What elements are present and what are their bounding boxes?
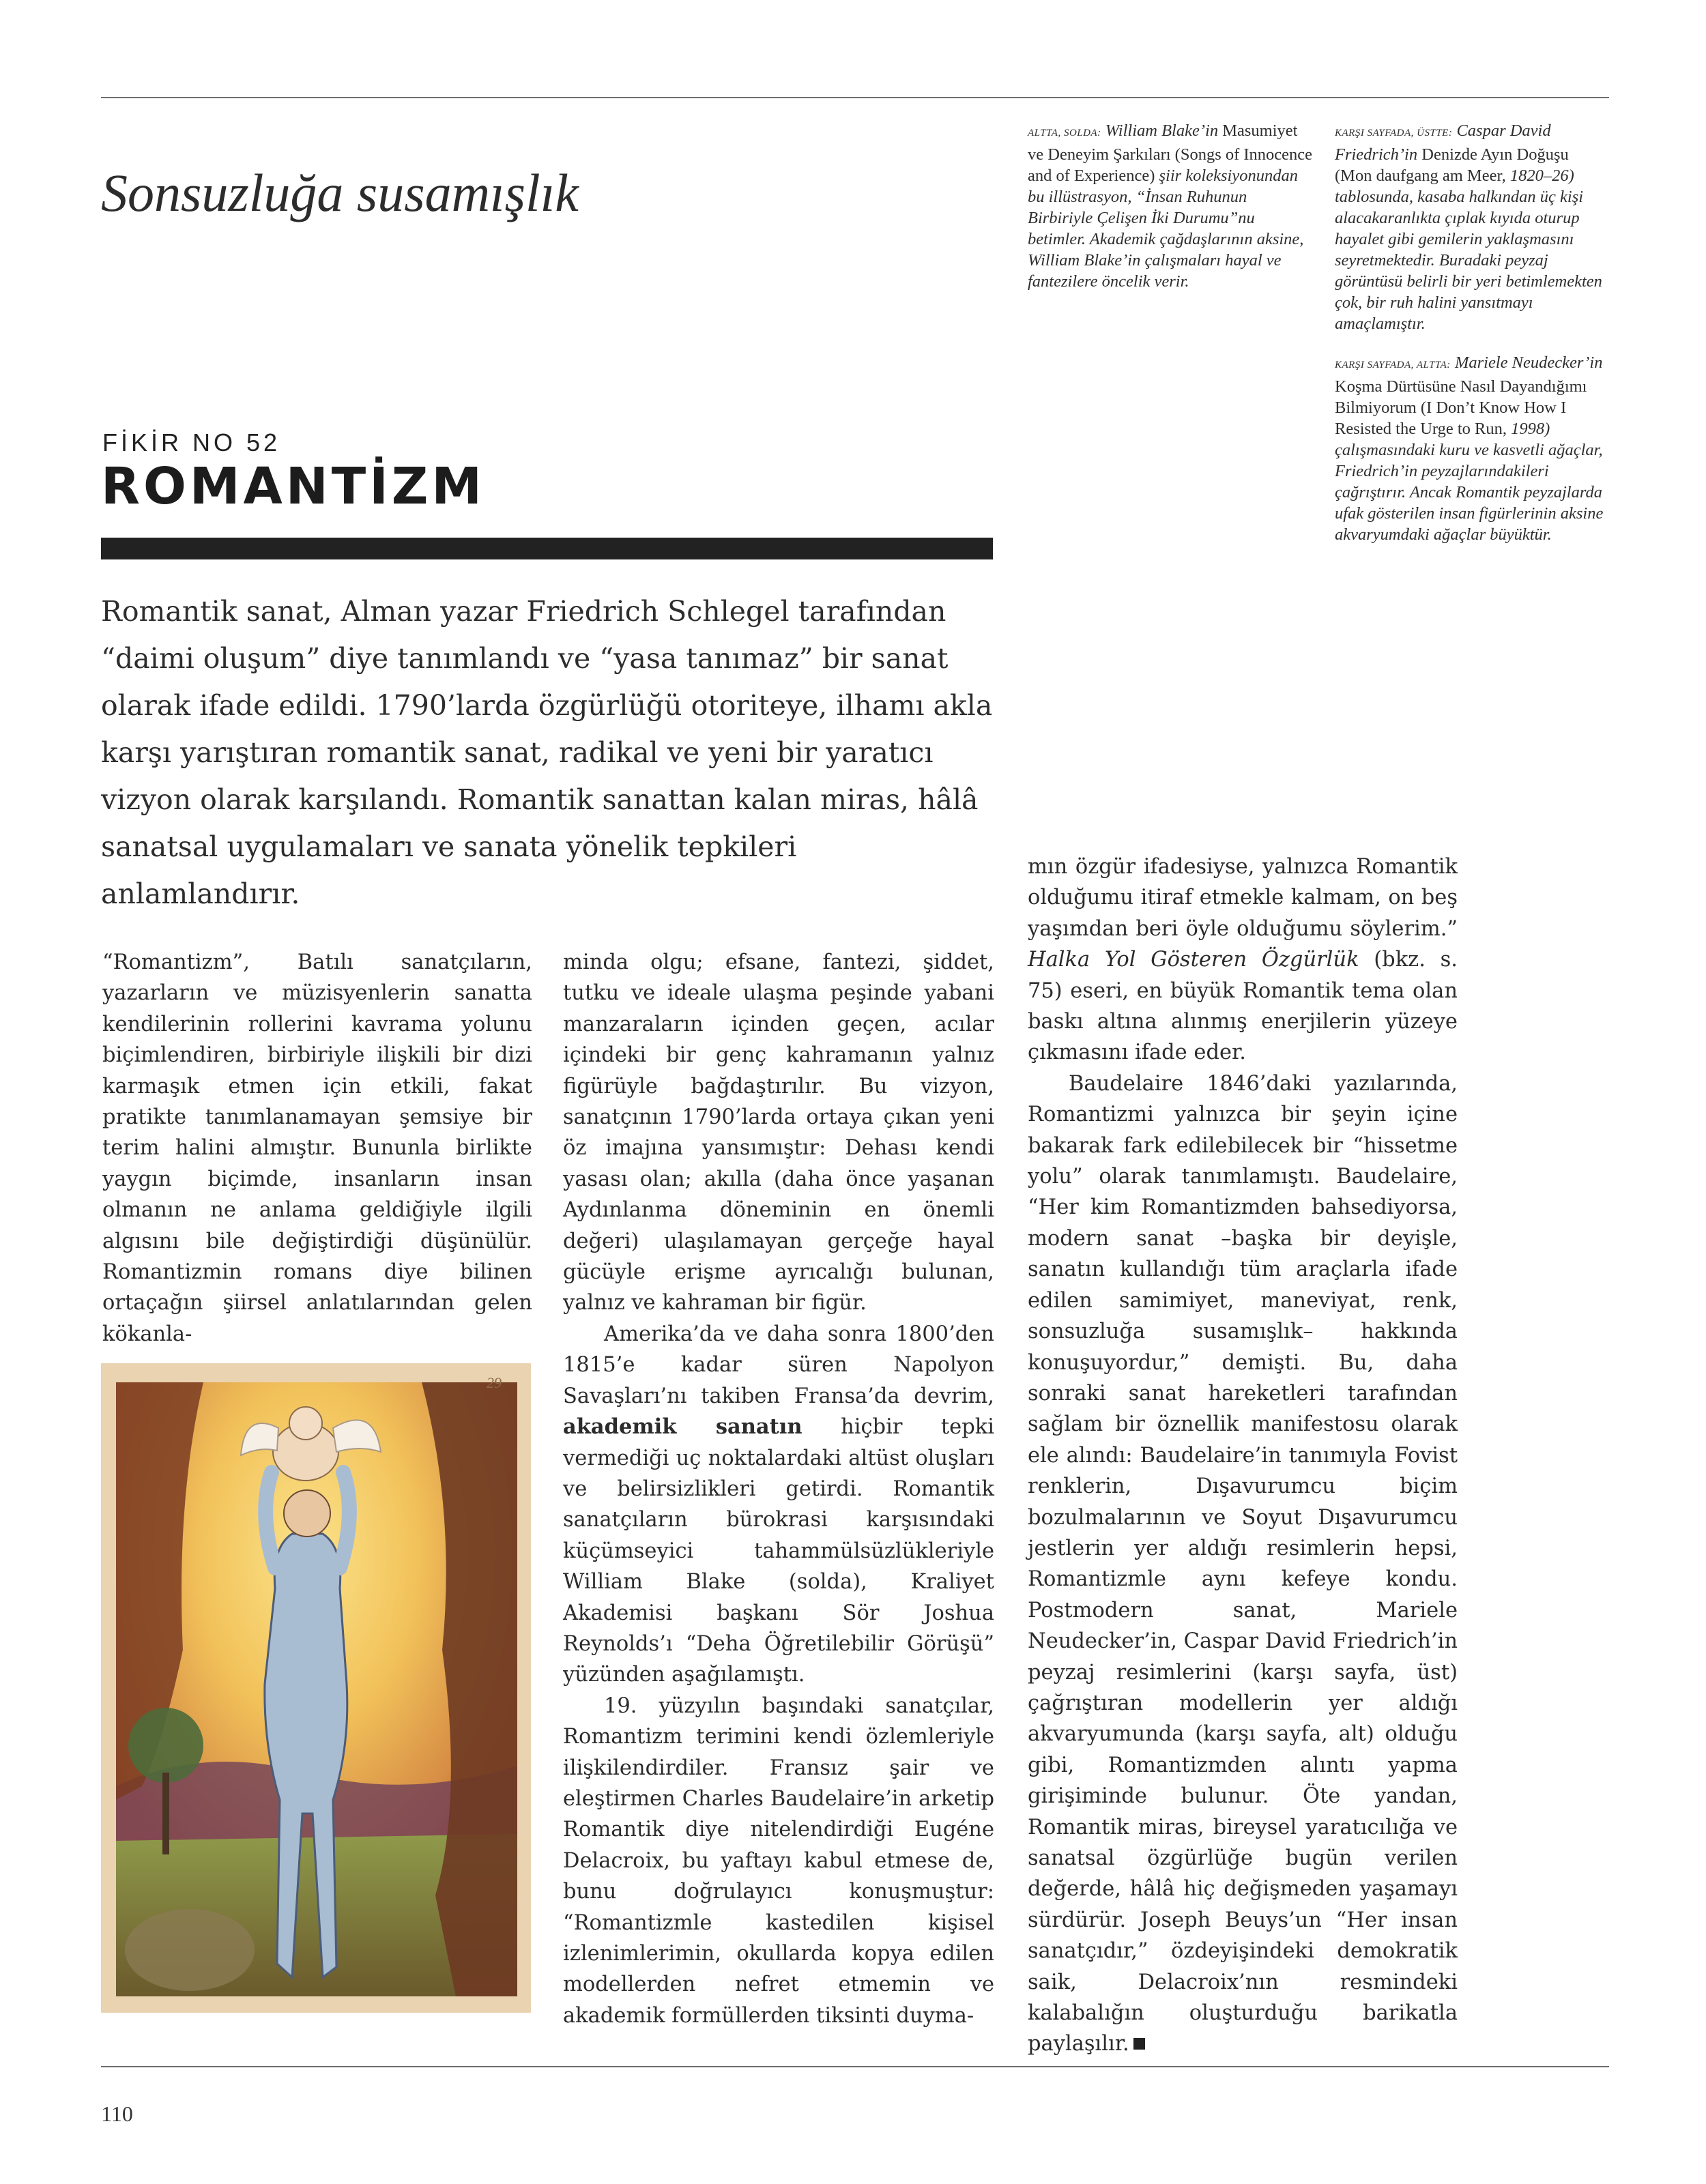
caption-neudecker [1335,352,1608,545]
caption-name: Caspar David Friedrich’in [1335,121,1551,164]
caption-name: Mariele Neudecker’in [1454,353,1603,372]
body-paragraph-1-cont: minda olgu; efsane, fantezi, şiddet, tutku ve ideale ulaşma peşinde yabani manzaraların içinden geçen, acılar içindeki bir genç kahramanın yalnız figürüyle bağdaştırılır. Bu vizyon, sanatçının 1790’larda ortaya çıkan yeni öz imajına yansımıştır: Dehası kendi yasası olan; akılla (daha önce yaşanan Aydınlanma döneminin en önemli değeri) ulaşılamayan gerçeğe hayal gücüyle erişme ayrıcalığı bulunan, yalnız ve kahraman bir figür. [563,950,994,1315]
blake-illustration [101,1363,531,2013]
para3-artwork-title: Halka Yol Gösteren Özgürlük [1028,948,1359,972]
body-paragraph-1: “Romantizm”, Batılı sanatçıların, yazarların ve müzisyenlerin sanatta kendilerinin rollerini kavrama yolunu biçimlendiren, birbiriyle ilişkili bir dizi karmaşık etmen için etkili, fakat pratikte tanımlanamayan şemsiye bir terim halini almıştır. Bununla birlikte yaygın biçimde, insanların insan olmanın ne anlama geldiğiyle ilgili algısını bile değiştirdiği düşünülür. Romantizmin romans diye bilinen ortaçağın şiirsel anlatılarından gelen kökanla- [102,950,532,1346]
caption-name: William Blake’in [1105,121,1219,140]
caption-text: tablosunda, kasaba halkından üç kişi alacakaranlıkta çıplak kıyıda oturup hayalet gibi gemilerin yaklaşmasını seyretmektedir. Buradaki peyzaj görüntüsü belirli bir yeri betimlemekten çok, bir ruh halini yansıtmayı amaçlamıştır. [1335,188,1602,333]
caption-text: 1998) çalışmasındaki kuru ve kasvetli ağaçlar, Friedrich’in peyzajlarındakileri çağrıştırır. Ancak Romantik peyzajlarda ufak gösterilen insan figürlerinin aksine akvaryumdaki ağaçlar büyüktür. [1335,420,1604,544]
body-paragraph-3 [563,1691,994,2031]
para3-text-c: (bkz. s. 75) eseri, en büyük Romantik tema olan baskı altına alınmış enerjilerin yüzeye çıkmasını ifade eder. [1028,948,1458,1065]
top-rule [101,97,1609,98]
body-column-2 [563,947,994,2031]
para2-bold-term: akademik sanatın [563,1414,803,1440]
caption-title: Koşma Dürtüsüne Nasıl Dayandığımı Bilmiyorum (I Don’t Know How I Resisted the Urge to Run, [1335,377,1587,438]
body-column-1 [102,947,532,1350]
para3-cont: mın özgür ifadesiyse, yalnızca Romantik olduğumu itiraf etmekle kalmam, on beş yaşımdan beri öyle olduğumu söylerim.” [1028,855,1458,941]
body-column-3 [1028,851,1458,2060]
bottom-rule [101,2066,1609,2067]
illustration-svg [101,1363,531,2013]
end-mark [1133,2038,1145,2050]
page-number: 110 [101,2101,133,2126]
para2-text-b: hiçbir tepki vermediği uç noktalardaki altüst oluşları ve belirsizlikleri getirdi. Romantik sanatçıların bürokrasi karşısındaki küçümseyici tahammülsüzlükleriyle William Blake (solda), Kraliyet Akademisi başkanı Sör Joshua Reynolds’ı “Deha Öğretilebilir Görüşü” yüzünden aşağılamıştı. [563,1415,994,1687]
caption-label: KARŞI SAYFADA, ALTTA: [1335,360,1451,370]
page-subtitle: Sonsuzluğa susamışlık [101,163,579,222]
small-tree [128,1708,203,1783]
caption-title: Denizde Ayın Doğuşu (Mon daufgang am Meer, [1335,145,1569,185]
chapter-title: ROMANTİZM [101,457,486,516]
caption-label: ALTTA, SOLDA: [1028,128,1101,139]
caption-text: şiir koleksiyonundan bu illüstrasyon, “İnsan Ruhunun Birbiriyle Çelişen İki Durumu”nu betimler. Akademik çağdaşlarının aksine, William Blake’in çalışmaları hayal ve fantezilere öncelik verir. [1028,166,1304,291]
para2-text-a: Amerika’da ve daha sonra 1800’den 1815’e kadar süren Napolyon Savaşları’nı takiben Fransa’da devrim, [563,1322,994,1408]
caption-blake [1028,120,1314,292]
beast-shape [125,1909,255,1991]
child-head [289,1407,322,1440]
title-bar [101,538,993,559]
figure-head [284,1490,330,1537]
caption-label: KARŞI SAYFADA, ÜSTTE: [1335,128,1453,139]
small-tree-trunk [162,1773,169,1854]
body-paragraph-2 [563,1319,994,1691]
para4-text: Baudelaire 1846’daki yazılarında, Romantizmi yalnızca bir şeyin içine bakarak fark edilebilecek bir “hissetme yolu” olarak tanımlamıştı. Baudelaire, “Her kim Romantizmden bahsediyorsa, modern sanat –başka bir deyişle, sanatın kullandığı tüm araçlarla ifade edilen samimiyet, maneviyat, renk, sonsuzluğa susamışlık– hakkında konuşuyordur,” demişti. Bu, daha sonraki sanat hareketleri tarafından sağlam bir öznellik manifestosu olarak ele alındı: Baudelaire’in tanımıyla Fovist renklerin, Dışavurumcu biçim bozulmalarının ve Soyut Dışavurumcu jestlerin yer aldığı resimlerin hepsi, Romantizmle aynı kefeye kondu. Postmodern sanat, Mariele Neudecker’in, Caspar David Friedrich’in peyzaj resimlerini (karşı sayfa, üst) çağrıştıran modellerin yer aldığı akvaryumunda (karşı sayfa, alt) olduğu gibi, Romantizmden alıntı yapma girişiminde bulunur. Öte yandan, Romantik miras, bireysel yaratıcılığa ve sanatsal özgürlüğe bugün verilen değerde, hâlâ hiç değişmeden yaşamayı sürdürür. Joseph Beuys’un “Her insan sanatçıdır,” özdeyişindeki demokratik saik, Delacroix’nın resmindeki kalabalığın oluşturduğu barikatla paylaşılır. [1028,1071,1458,2056]
plate-number: 29 [487,1374,502,1391]
para3-text-a: 19. yüzyılın başındaki sanatçılar, Romantizm terimini kendi özlemleriyle ilişkilendirdiler. Fransız şair ve eleştirmen Charles Baudelaire’in arketip Romantik diye nitelendirdiği Eugéne Delacroix, bu yaftayı kabul etmese de, bunu doğrulayıcı konuşmuştur: “Romantizmle kastedilen kişisel izlenimlerimin, okullarda kopya edilen modellerden nefret etmemin ve akademik formüllerden tiksinti duyma- [563,1693,994,2028]
caption-friedrich [1335,120,1608,334]
idea-number: FİKİR NO 52 [102,428,281,456]
body-paragraph-3-cont [1028,851,1458,1068]
caption-date: 1820–26) [1509,166,1574,185]
body-paragraph-4 [1028,1068,1458,2060]
caption-title: Masumiyet ve Deneyim Şarkıları (Songs of Innocence and of Experience) [1028,121,1313,185]
lead-paragraph: Romantik sanat, Alman yazar Friedrich Schlegel tarafından “daimi oluşum” diye tanımlandı ve “yasa tanımaz” bir sanat olarak ifade edildi. 1790’larda özgürlüğü otoriteye, ilhamı akla karşı yarıştıran romantik sanat, radikal ve yeni bir yaratıcı vizyon olarak karşılandı. Romantik sanattan kalan miras, hâlâ sanatsal uygulamaları ve sanata yönelik tepkileri anlamlandırır. [101,595,993,910]
